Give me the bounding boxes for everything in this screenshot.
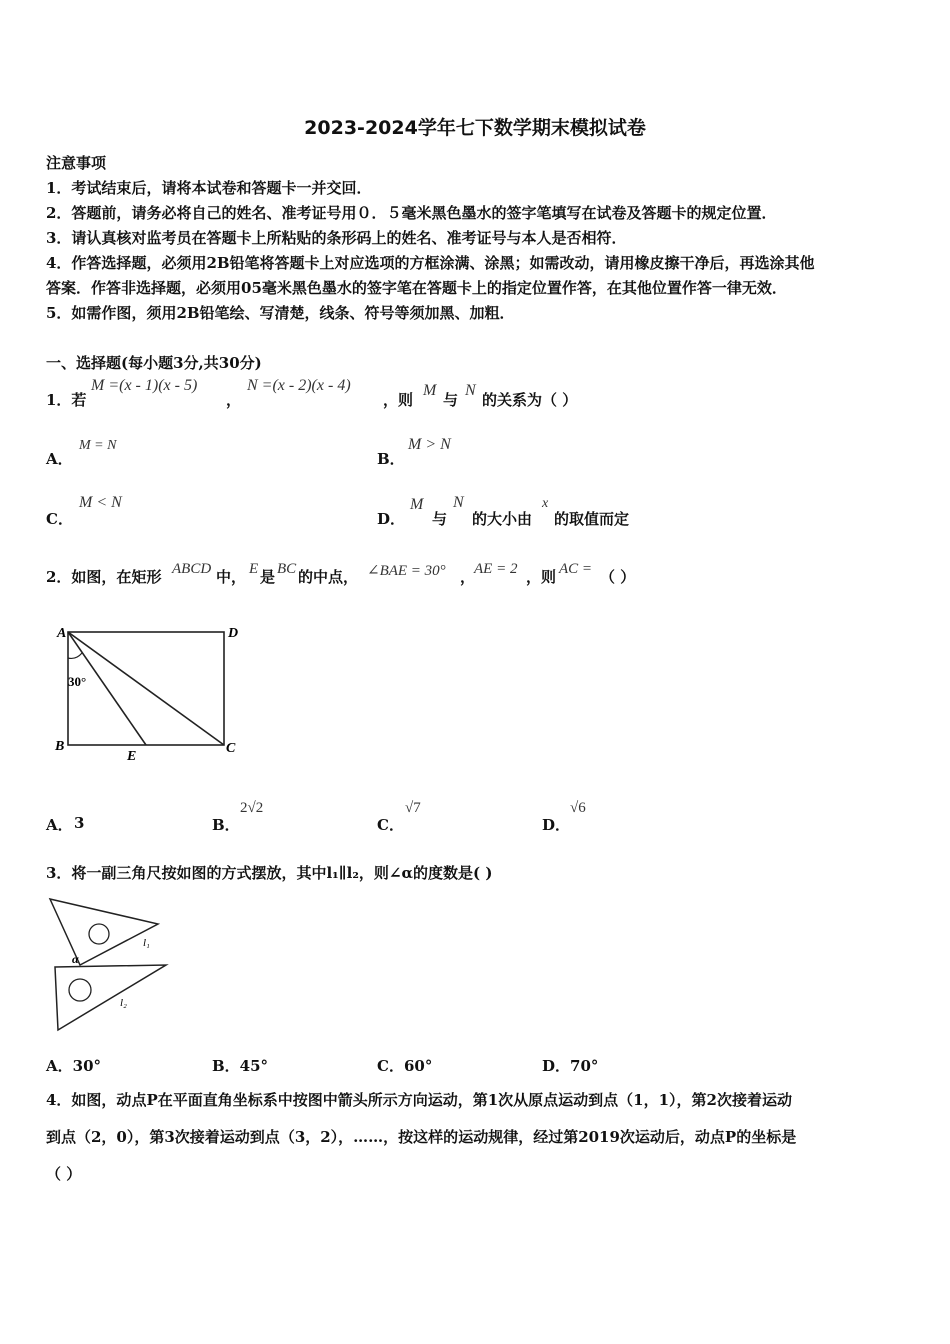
- diagonal-ac: [68, 632, 224, 745]
- label-d: D: [228, 626, 239, 641]
- q1-option-d-mid: 的大小由: [472, 510, 533, 528]
- notice-item-4: 4．作答选择题，必须用2B铅笔将答题卡上对应选项的方框涂满、涂黑；如需改动，请用橡皮擦干净后，再选涂其他: [46, 254, 815, 272]
- q2-option-a-label: A．: [46, 816, 73, 834]
- label-e: E: [127, 749, 137, 764]
- triangle-upper: [50, 899, 158, 965]
- q1-option-d-m: M: [410, 496, 424, 513]
- q2-comma: ，: [460, 568, 476, 586]
- q1-tail: 的关系为（ ）: [482, 391, 578, 409]
- q2-option-b: 2√2: [240, 800, 264, 816]
- label-l2: l₂: [120, 997, 127, 1009]
- notice-item-2: 2．答题前，请务必将自己的姓名、准考证号用０．５毫米黑色墨水的签字笔填写在试卷及答题卡的规定位置．: [46, 204, 777, 222]
- q2-zhong: 中，: [216, 568, 247, 586]
- q2-option-b-label: B．: [212, 816, 240, 834]
- q2-option-a: 3: [74, 814, 85, 832]
- q1-then: ，则: [383, 391, 414, 409]
- section-heading: 一、选择题(每小题3分,共30分): [46, 354, 262, 372]
- label-alpha: α: [72, 952, 79, 966]
- notice-item-1: 1．考试结束后，请将本试卷和答题卡一并交回．: [46, 179, 372, 197]
- q1-option-b-label: B．: [377, 450, 405, 468]
- q1-m: M: [423, 382, 437, 399]
- q2-option-d-label: D．: [542, 816, 571, 834]
- notice-item-3: 3．请认真核对监考员在答题卡上所粘贴的条形码上的姓名、准考证号与本人是否相符．: [46, 229, 627, 247]
- q1-number: 1．若: [46, 391, 87, 409]
- q2-shi: 是: [260, 568, 276, 586]
- label-c: C: [226, 741, 236, 756]
- q1-expr-n: N =(x - 2)(x - 4): [247, 377, 351, 394]
- q1-comma: ，: [226, 391, 242, 409]
- q3-triangles-figure: [44, 893, 174, 1035]
- q4-line-2: 到点（2，0），第3次接着运动到点（3，2），……，按这样的运动规律，经过第2019次运动后，动点P的坐标是: [46, 1128, 797, 1146]
- q2-tail: （ ）: [600, 568, 636, 586]
- q2-ae: AE = 2: [474, 561, 518, 577]
- q2-mid: 的中点，: [298, 568, 359, 586]
- q1-option-b: M > N: [408, 436, 451, 453]
- page-title: 2023-2024学年七下数学期末模拟试卷: [304, 117, 646, 139]
- angle-arc: [68, 653, 82, 658]
- label-b: B: [55, 739, 65, 754]
- q1-option-d-yu: 与: [432, 510, 448, 528]
- q2-bc: BC: [277, 561, 297, 577]
- notice-item-5: 5．如需作图，须用2B铅笔绘、写清楚，线条、符号等须加黑、加粗．: [46, 304, 515, 322]
- q2-option-d: √6: [570, 800, 586, 816]
- q2-rectangle-figure: [48, 618, 248, 768]
- q1-yu: 与: [443, 391, 459, 409]
- q2-then: ，则: [526, 568, 557, 586]
- lower-circle: [69, 979, 91, 1001]
- label-l1: l₁: [143, 937, 150, 949]
- q1-option-c: M < N: [79, 494, 122, 511]
- q3-option-d: D．70°: [542, 1057, 599, 1075]
- q1-option-c-label: C．: [46, 510, 73, 528]
- q2-angle: ∠BAE = 30°: [367, 563, 446, 579]
- q3-option-b: B．45°: [212, 1057, 269, 1075]
- q3-option-a: A．30°: [46, 1057, 102, 1075]
- q1-option-a: M = N: [79, 438, 117, 453]
- q1-n: N: [465, 382, 476, 399]
- q2-ac: AC =: [559, 561, 593, 577]
- q2-e: E: [249, 561, 259, 577]
- notice-item-4-cont: 答案．作答非选择题，必须用05毫米黑色墨水的签字笔在答题卡上的指定位置作答，在其他位置作答一律无效．: [46, 279, 787, 297]
- q3-text: 3．将一副三角尺按如图的方式摆放，其中l₁∥l₂，则∠α的度数是( ): [46, 864, 493, 882]
- q1-option-d-tail: 的取值而定: [554, 510, 630, 528]
- q4-line-3: （ ）: [46, 1165, 82, 1183]
- q1-option-d-n: N: [453, 494, 464, 511]
- q1-option-a-label: A．: [46, 450, 73, 468]
- q3-option-c: C．60°: [377, 1057, 433, 1075]
- q2-number: 2．如图，在矩形: [46, 568, 162, 586]
- q1-option-d-label: D．: [377, 510, 406, 528]
- q1-option-d-x: x: [542, 496, 549, 511]
- q4-line-1: 4．如图，动点P在平面直角坐标系中按图中箭头所示方向运动，第1次从原点运动到点（1，1），第2次接着运动: [46, 1091, 792, 1109]
- q1-expr-m: M =(x - 1)(x - 5): [91, 377, 198, 394]
- q2-option-c-label: C．: [377, 816, 404, 834]
- q2-abcd: ABCD: [172, 561, 212, 577]
- q2-option-c: √7: [405, 800, 421, 816]
- notice-heading: 注意事项: [46, 154, 107, 172]
- label-a: A: [57, 626, 67, 641]
- label-angle-30: 30°: [68, 674, 87, 689]
- upper-circle: [89, 924, 109, 944]
